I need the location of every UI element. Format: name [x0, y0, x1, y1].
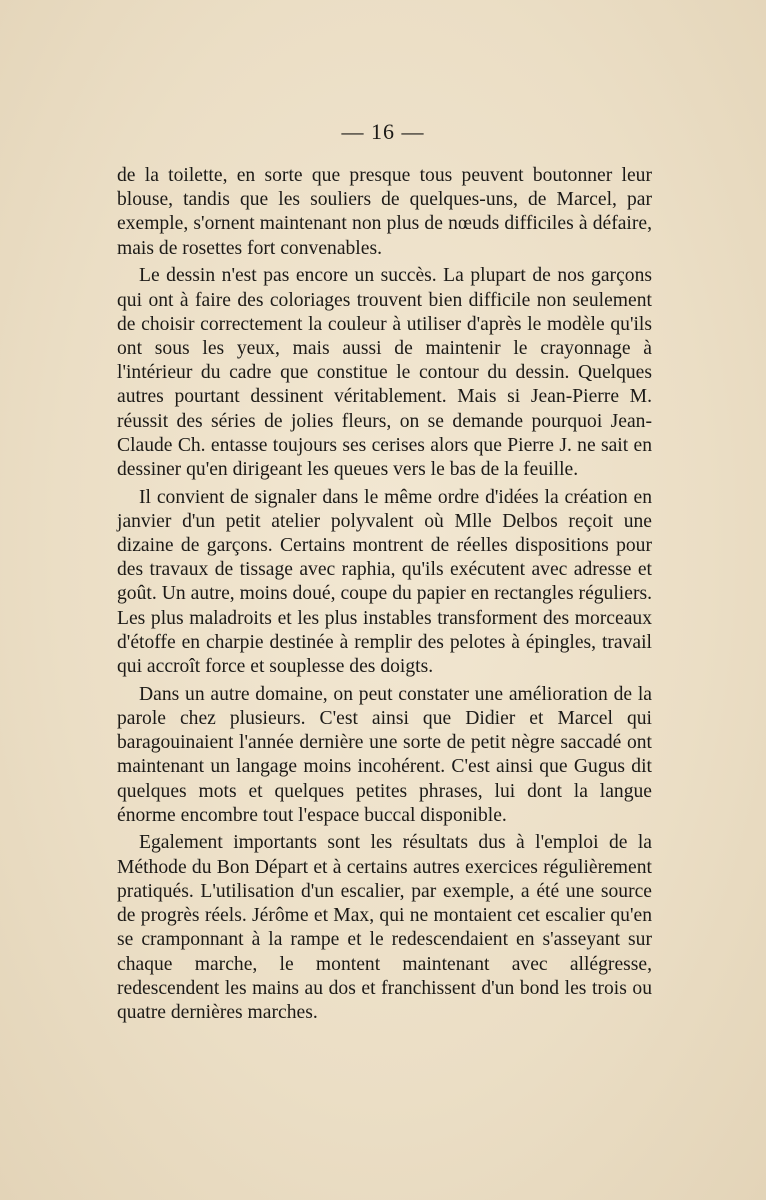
paragraph-2: Le dessin n'est pas encore un succès. La plupart de nos garçons qui ont à faire des coloriages trouvent bien difficile non seulement de choisir correctement la couleur à utiliser d'après le modèle qu'ils ont sous les yeux, mais aussi de maintenir le crayonnage à l'intérieur du cadre que constitue le contour du dessin. Quelques autres pourtant dessinent véritablement. Mais si Jean-Pierre M. réussit des séries de jolies fleurs, on se demande pourquoi Jean-Claude Ch. entasse toujours ses cerises alors que Pierre J. ne sait en dessiner qu'en dirigeant les queues vers le bas de la feuille.: [117, 265, 652, 480]
paragraph-3: Il convient de signaler dans le même ordre d'idées la création en janvier d'un petit atelier polyvalent où Mlle Delbos reçoit une dizaine de garçons. Certains montrent de réelles dispositions pour des travaux de tissage avec raphia, qu'ils exécutent avec adresse et goût. Un autre, moins doué, coupe du papier en rectangles réguliers. Les plus maladroits et les plus instables transforment des morceaux d'étoffe en charpie destinée à remplir des pelotes à épingles, travail qui accroît force et souplesse des doigts.: [117, 486, 652, 678]
paragraph-1: de la toilette, en sorte que presque tous peuvent boutonner leur blouse, tandis que les souliers de quelques-uns, de Marcel, par exemple, s'ornent maintenant non plus de nœuds difficiles à défaire, mais de rosettes fort convenables.: [117, 165, 652, 259]
paragraph-5: Egalement importants sont les résultats dus à l'emploi de la Méthode du Bon Départ et à certains autres exercices régulièrement pratiqués. L'utilisation d'un escalier, par exemple, a été une source de progrès réels. Jérôme et Max, qui ne montaient cet escalier qu'en se cramponnant à la rampe et le redescendaient en s'asseyant sur chaque marche, le montent maintenant avec allégresse, redescendent les mains au dos et franchissent d'un bond les trois ou quatre dernières marches.: [117, 832, 652, 1023]
body-text: [117, 164, 652, 1025]
paragraph-4: Dans un autre domaine, on peut constater une amélioration de la parole chez plusieurs. C'est ainsi que Didier et Marcel qui baragouinaient l'année dernière une sorte de petit nègre saccadé ont maintenant un langage moins incohérent. C'est ainsi que Gugus dit quelques mots et quelques petites phrases, lui dont la langue énorme encombre tout l'espace buccal disponible.: [117, 683, 652, 826]
page-number: — 16 —: [341, 119, 425, 144]
